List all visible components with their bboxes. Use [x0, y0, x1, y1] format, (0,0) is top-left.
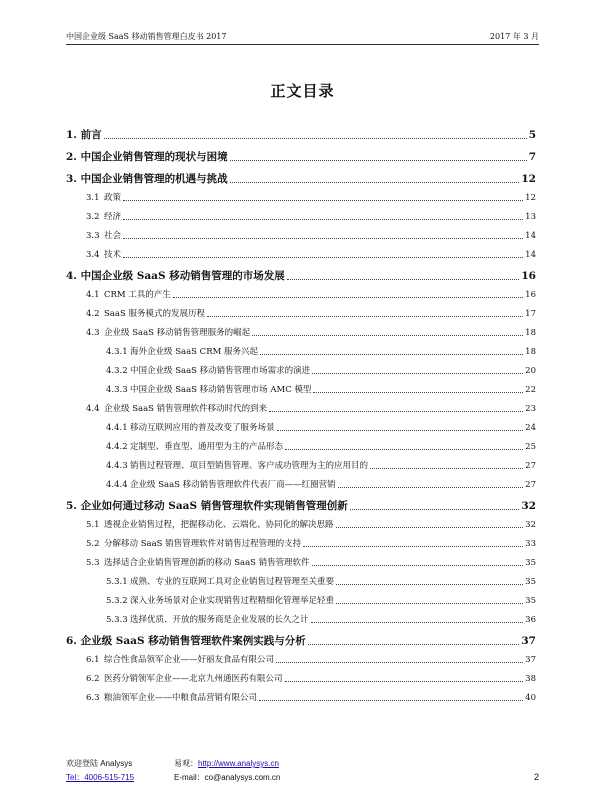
- toc-entry-number: 5.2: [86, 539, 100, 549]
- toc-entry-text: 中国企业销售管理的现状与困境: [80, 151, 228, 163]
- toc-entry[interactable]: [66, 172, 536, 186]
- toc-entry-number: 4.4.2: [106, 442, 128, 452]
- toc-entry-label: [86, 692, 257, 704]
- toc-entry-number: 4.4.1: [106, 423, 128, 433]
- footer-tel-link[interactable]: Tel：4006-515-715: [66, 773, 135, 782]
- toc-entry-number: 5.3.3: [106, 615, 128, 625]
- toc-entry-label: [66, 128, 102, 142]
- toc-entry-number: 5.: [66, 500, 77, 512]
- toc-dot-leader: [104, 138, 527, 139]
- toc-entry[interactable]: [66, 557, 536, 569]
- toc-entry-number: 6.: [66, 635, 77, 647]
- toc-dot-leader: [269, 411, 523, 412]
- toc-entry-label: [86, 211, 121, 223]
- page-header: [66, 30, 539, 45]
- toc-entry-number: 4.4: [86, 404, 100, 414]
- toc-entry[interactable]: [66, 289, 536, 301]
- toc-dot-leader: [308, 644, 520, 645]
- toc-dot-leader: [277, 430, 524, 431]
- toc-entry[interactable]: [66, 422, 536, 434]
- toc-entry[interactable]: [66, 128, 536, 142]
- toc-entry-number: 6.1: [86, 655, 100, 665]
- toc-dot-leader: [173, 297, 523, 298]
- toc-entry-number: 6.2: [86, 674, 100, 684]
- toc-entry-number: 3.1: [86, 193, 100, 203]
- toc-dot-leader: [336, 584, 523, 585]
- toc-entry-label: [86, 192, 121, 204]
- toc-entry[interactable]: [66, 538, 536, 550]
- toc-entry-number: 5.1: [86, 520, 100, 530]
- toc-dot-leader: [230, 182, 520, 183]
- toc-entry[interactable]: [66, 150, 536, 164]
- toc-entry-page: 36: [525, 615, 536, 625]
- toc-entry[interactable]: [66, 441, 536, 453]
- toc-entry-page: 37: [521, 635, 536, 647]
- toc-entry-page: 7: [528, 151, 536, 163]
- toc-entry-number: 5.3.2: [106, 596, 128, 606]
- toc-entry-page: 22: [525, 385, 536, 395]
- toc-entry-text: 粮油领军企业——中粮食品营销有限公司: [104, 693, 258, 703]
- toc-dot-leader: [370, 468, 523, 469]
- toc-entry-label: [86, 519, 334, 531]
- toc-entry[interactable]: [66, 403, 536, 415]
- toc-dot-leader: [303, 546, 523, 547]
- toc-entry-label: [106, 614, 309, 626]
- toc-dot-leader: [207, 316, 523, 317]
- toc-dot-leader: [276, 662, 523, 663]
- toc-entry-number: 6.3: [86, 693, 100, 703]
- toc-entry[interactable]: [66, 576, 536, 588]
- toc-entry-text: 中国企业级 SaaS 移动销售管理市场 AMC 模型: [130, 385, 312, 395]
- toc-entry-page: 32: [521, 500, 536, 512]
- toc-dot-leader: [285, 681, 524, 682]
- toc-entry-label: [106, 595, 334, 607]
- toc-entry[interactable]: [66, 654, 536, 666]
- toc-entry[interactable]: [66, 499, 536, 513]
- toc-entry[interactable]: [66, 460, 536, 472]
- toc-entry-text: 企业如何通过移动 SaaS 销售管理软件实现销售管理创新: [80, 500, 348, 512]
- toc-entry-page: 27: [525, 461, 536, 471]
- toc-entry-page: 27: [525, 480, 536, 490]
- toc-entry-page: 12: [521, 173, 536, 185]
- toc-entry-number: 3.4: [86, 250, 100, 260]
- toc-entry-text: 前言: [80, 129, 102, 141]
- toc-entry-label: [86, 654, 274, 666]
- page-footer: [66, 758, 539, 786]
- toc-entry-text: 企业级 SaaS 移动销售管理服务的崛起: [104, 328, 251, 338]
- toc-entry-label: [86, 538, 301, 550]
- toc-entry-page: 20: [525, 366, 536, 376]
- toc-entry-text: 成熟、专业的互联网工具对企业销售过程管理至关重要: [130, 577, 335, 587]
- toc-dot-leader: [259, 700, 523, 701]
- toc-entry-text: 技术: [104, 250, 122, 260]
- toc-entry-label: [66, 634, 306, 648]
- toc-entry-text: SaaS 服务模式的发展历程: [104, 309, 205, 319]
- toc-entry-label: [106, 346, 258, 358]
- toc-entry-number: 4.4.3: [106, 461, 128, 471]
- toc-entry[interactable]: [66, 365, 536, 377]
- toc-entry-label: [106, 365, 310, 377]
- toc-entry-number: 3.3: [86, 231, 100, 241]
- toc-entry-number: 4.2: [86, 309, 100, 319]
- toc-entry-label: [86, 289, 171, 301]
- toc-entry-label: [86, 327, 250, 339]
- toc-entry-number: 4.4.4: [106, 480, 128, 490]
- page-number: 2: [533, 772, 539, 782]
- toc-dot-leader: [336, 527, 524, 528]
- toc-entry-text: 选择优质、开放的服务商是企业发展的长久之计: [130, 615, 309, 625]
- toc-entry-page: 23: [525, 404, 536, 414]
- toc-dot-leader: [312, 565, 523, 566]
- toc-entry[interactable]: [66, 211, 536, 223]
- toc-entry[interactable]: [66, 269, 536, 283]
- toc-entry-page: 40: [525, 693, 536, 703]
- toc-dot-leader: [350, 509, 520, 510]
- toc-entry-page: 5: [528, 129, 536, 141]
- toc-entry[interactable]: [66, 249, 536, 261]
- footer-site-label: 易观：: [174, 759, 198, 768]
- toc-entry-number: 4.3.2: [106, 366, 128, 376]
- toc-entry-page: 24: [525, 423, 536, 433]
- footer-website: [174, 758, 279, 769]
- toc-entry-text: 销售过程管理、项目型销售管理、客户成功管理为主的应用目的: [130, 461, 369, 471]
- toc-entry[interactable]: [66, 384, 536, 396]
- toc-entry[interactable]: [66, 614, 536, 626]
- toc-entry[interactable]: [66, 308, 536, 320]
- toc-entry-label: [86, 308, 205, 320]
- toc-dot-leader: [285, 449, 523, 450]
- toc-entry-text: 社会: [104, 231, 122, 241]
- toc-entry[interactable]: [66, 673, 536, 685]
- toc-entry-number: 3.: [66, 173, 77, 185]
- toc-entry-page: 25: [525, 442, 536, 452]
- toc-entry-text: 企业级 SaaS 销售管理软件移动时代的到来: [104, 404, 268, 414]
- toc-entry-page: 16: [525, 290, 536, 300]
- toc-dot-leader: [230, 160, 527, 161]
- toc-entry-text: 经济: [104, 212, 122, 222]
- toc-entry[interactable]: [66, 634, 536, 648]
- toc-entry-page: 18: [525, 328, 536, 338]
- toc-entry-text: 中国企业级 SaaS 移动销售管理的市场发展: [80, 270, 285, 282]
- toc-entry-text: 中国企业销售管理的机遇与挑战: [80, 173, 228, 185]
- toc-entry-number: 1.: [66, 129, 77, 141]
- toc-entry-number: 4.3: [86, 328, 100, 338]
- toc-entry-label: [106, 479, 336, 491]
- toc-entry-page: 33: [525, 539, 536, 549]
- toc-entry-text: 综合性食品领军企业——好丽友食品有限公司: [104, 655, 275, 665]
- toc-entry-page: 17: [525, 309, 536, 319]
- toc-entry-text: 海外企业级 SaaS CRM 服务兴起: [130, 347, 258, 357]
- toc-entry-text: 政策: [104, 193, 122, 203]
- toc-entry-text: 选择适合企业销售管理创新的移动 SaaS 销售管理软件: [104, 558, 310, 568]
- toc-entry[interactable]: [66, 327, 536, 339]
- toc-dot-leader: [312, 373, 523, 374]
- toc-dot-leader: [123, 219, 523, 220]
- toc-entry-page: 12: [525, 193, 536, 203]
- toc-dot-leader: [260, 354, 523, 355]
- toc-entry-text: 透视企业销售过程，把握移动化、云端化、协同化的解决思路: [104, 520, 334, 530]
- toc-entry-text: 定制型、垂直型、通用型为主的产品形态: [130, 442, 284, 452]
- toc-entry[interactable]: [66, 230, 536, 242]
- header-date: 2017 年 3 月: [489, 32, 539, 41]
- footer-welcome: 欢迎登陆 Analysys: [66, 759, 133, 768]
- toc-entry-page: 38: [525, 674, 536, 684]
- toc-title: 正文目录: [270, 82, 335, 100]
- toc-entry-label: [66, 499, 348, 513]
- toc-entry-text: 分解移动 SaaS 销售管理软件对销售过程管理的支持: [104, 539, 302, 549]
- toc-dot-leader: [252, 335, 523, 336]
- toc-dot-leader: [123, 238, 523, 239]
- toc-entry-label: [86, 673, 283, 685]
- toc-entry-label: [86, 403, 267, 415]
- toc-entry-number: 4.: [66, 270, 77, 282]
- toc-entry-label: [66, 150, 228, 164]
- toc-entry-label: [106, 576, 334, 588]
- toc-entry[interactable]: [66, 346, 536, 358]
- toc-dot-leader: [123, 200, 523, 201]
- toc-entry-page: 32: [525, 520, 536, 530]
- toc-entry[interactable]: [66, 692, 536, 704]
- header-doc-title: 中国企业级 SaaS 移动销售管理白皮书 2017: [66, 32, 227, 41]
- toc-entry-number: 5.3: [86, 558, 100, 568]
- toc-entry-page: 18: [525, 347, 536, 357]
- toc-dot-leader: [311, 622, 524, 623]
- toc-entry-number: 4.1: [86, 290, 100, 300]
- toc-entry-number: 4.3.3: [106, 385, 128, 395]
- toc-entry[interactable]: [66, 519, 536, 531]
- toc-entry-label: [106, 422, 275, 434]
- toc-entry-number: 2.: [66, 151, 77, 163]
- toc-entry-text: 移动互联网应用的普及改变了服务场景: [130, 423, 275, 433]
- toc-entry-text: 医药分销领军企业——北京九州通医药有限公司: [104, 674, 283, 684]
- toc-entry[interactable]: [66, 192, 536, 204]
- toc-dot-leader: [336, 603, 523, 604]
- toc-entry-label: [106, 441, 283, 453]
- toc-dot-leader: [287, 279, 520, 280]
- toc-entry-text: 深入业务场景对企业实现销售过程精细化管理举足轻重: [130, 596, 335, 606]
- toc-entry-page: 16: [521, 270, 536, 282]
- toc-entry-page: 37: [525, 655, 536, 665]
- toc-entry[interactable]: [66, 479, 536, 491]
- toc-entry-text: 企业级 SaaS 移动销售管理软件代表厂商——红圈营销: [130, 480, 336, 490]
- toc-entry-text: 中国企业级 SaaS 移动销售管理市场需求的演进: [130, 366, 311, 376]
- toc-entry-page: 14: [525, 250, 536, 260]
- toc-entry-label: [106, 384, 311, 396]
- footer-site-link[interactable]: http://www.analysys.cn: [198, 759, 279, 768]
- toc-entry-number: 4.3.1: [106, 347, 128, 357]
- table-of-contents: [66, 128, 536, 704]
- toc-entry-label: [106, 460, 368, 472]
- toc-entry-label: [86, 230, 121, 242]
- toc-entry-label: [86, 557, 310, 569]
- toc-entry-page: 14: [525, 231, 536, 241]
- toc-entry-page: 35: [525, 577, 536, 587]
- toc-dot-leader: [338, 487, 523, 488]
- toc-dot-leader: [123, 257, 523, 258]
- toc-entry-label: [66, 172, 228, 186]
- toc-entry-label: [66, 269, 285, 283]
- toc-entry-page: 35: [525, 596, 536, 606]
- toc-entry-text: CRM 工具的产生: [104, 290, 171, 300]
- toc-entry-number: 3.2: [86, 212, 100, 222]
- toc-entry-label: [86, 249, 121, 261]
- toc-entry-number: 5.3.1: [106, 577, 128, 587]
- toc-dot-leader: [313, 392, 523, 393]
- toc-entry-page: 35: [525, 558, 536, 568]
- toc-entry-text: 企业级 SaaS 移动销售管理软件案例实践与分析: [80, 635, 306, 647]
- footer-email[interactable]: E-mail：co@analysys.com.cn: [174, 773, 281, 782]
- toc-entry-page: 13: [525, 212, 536, 222]
- toc-entry[interactable]: [66, 595, 536, 607]
